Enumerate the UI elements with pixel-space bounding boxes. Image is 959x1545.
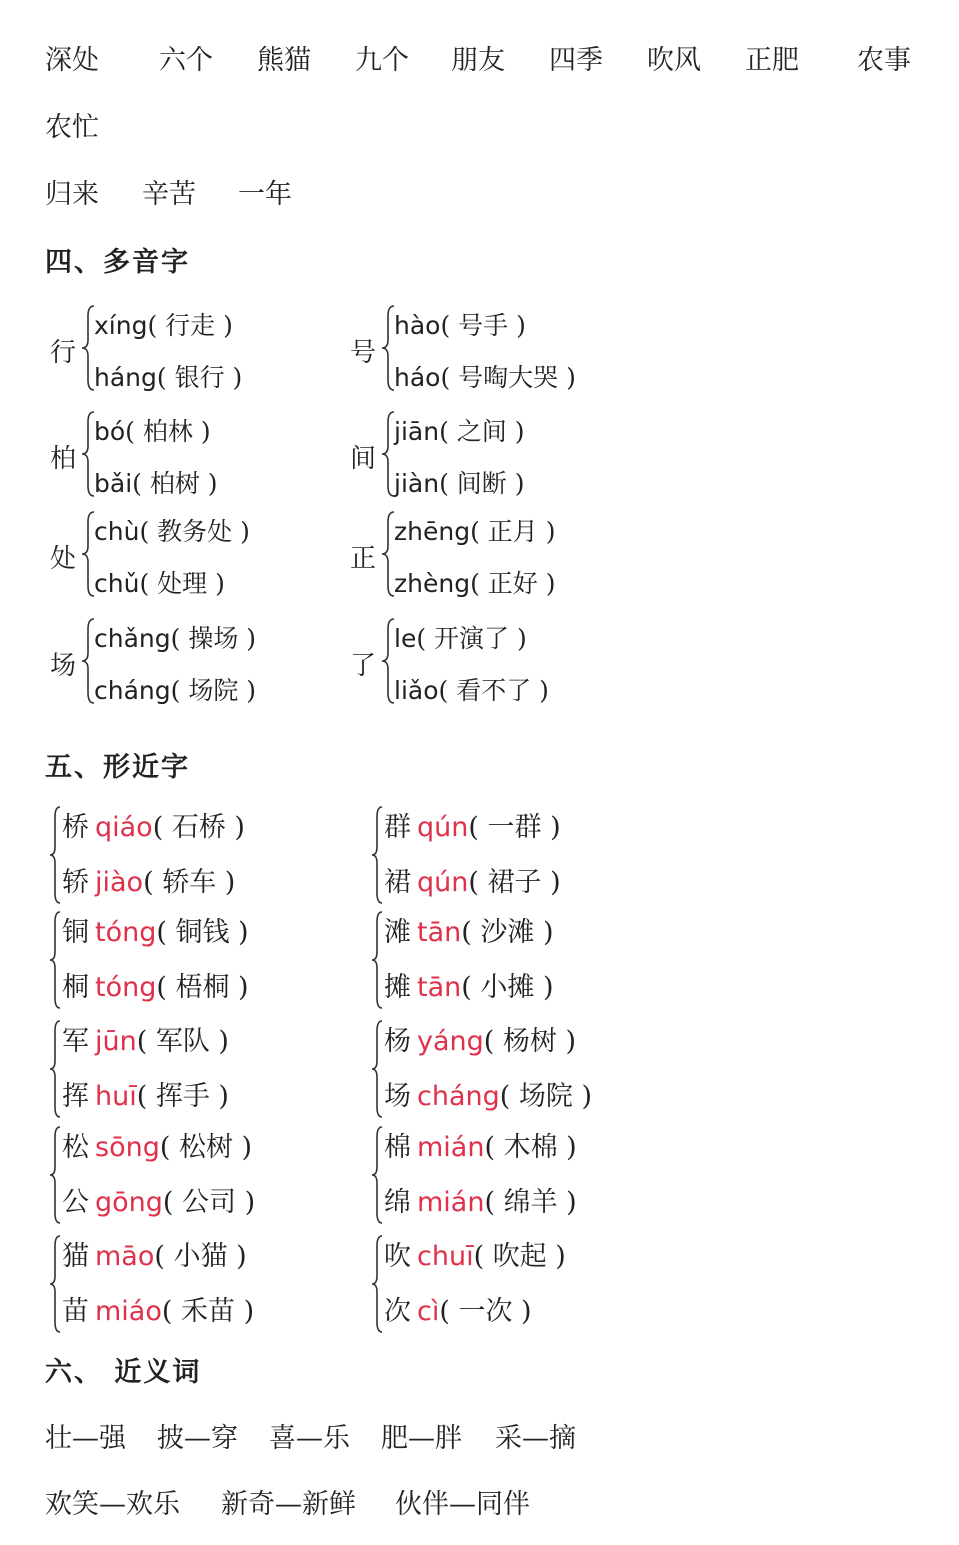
word-item: 吹风 bbox=[647, 45, 701, 76]
word-line-1 bbox=[45, 38, 925, 74]
synonym-pair: 新奇—新鲜 bbox=[221, 1489, 356, 1520]
left-brace-icon bbox=[370, 805, 384, 905]
reading-row bbox=[394, 512, 555, 548]
example-word: ( 间断 ) bbox=[439, 469, 525, 498]
pinyin: gōng bbox=[95, 1187, 163, 1218]
polyphone-char: 处 bbox=[50, 544, 77, 574]
polyphone-char: 柏 bbox=[50, 444, 77, 474]
character: 苗 bbox=[62, 1296, 89, 1327]
character: 摊 bbox=[384, 972, 411, 1003]
word-item: 深处 bbox=[45, 45, 99, 76]
character: 群 bbox=[384, 812, 411, 843]
pinyin: mián bbox=[417, 1132, 485, 1163]
left-brace-icon bbox=[48, 1234, 62, 1334]
pinyin: tóng bbox=[95, 917, 157, 948]
example-word: ( 公司 ) bbox=[162, 1187, 256, 1218]
synonym-pair: 肥—胖 bbox=[381, 1423, 462, 1454]
reading-row bbox=[394, 564, 555, 600]
similar-char-group bbox=[48, 803, 348, 907]
left-brace-icon bbox=[370, 1125, 384, 1225]
word-item: 九个 bbox=[355, 45, 409, 76]
example-word: ( 柏树 ) bbox=[132, 469, 218, 498]
character: 军 bbox=[62, 1026, 89, 1057]
word-item: 朋友 bbox=[451, 45, 505, 76]
reading-row bbox=[394, 619, 527, 655]
example-word: ( 军队 ) bbox=[136, 1026, 229, 1057]
reading-row bbox=[394, 671, 549, 707]
synonym-pair: 采—摘 bbox=[495, 1423, 576, 1454]
section-heading-similar-chars: 五、形近字 bbox=[45, 752, 190, 783]
similar-char-row bbox=[62, 965, 249, 1004]
word-line-2 bbox=[45, 105, 245, 141]
example-word: ( 禾苗 ) bbox=[161, 1296, 255, 1327]
polyphone-group bbox=[350, 508, 640, 604]
similar-char-group bbox=[48, 1123, 348, 1227]
example-word: ( 沙滩 ) bbox=[461, 917, 554, 948]
character: 滩 bbox=[384, 917, 411, 948]
similar-char-group bbox=[370, 1232, 670, 1336]
polyphone-char: 了 bbox=[350, 651, 377, 681]
reading-row bbox=[94, 412, 211, 448]
example-word: ( 正好 ) bbox=[470, 569, 556, 598]
pinyin: bó bbox=[94, 417, 126, 446]
example-word: ( 裙子 ) bbox=[468, 867, 561, 898]
pinyin: tóng bbox=[95, 972, 157, 1003]
character: 绵 bbox=[384, 1187, 411, 1218]
reading-row bbox=[94, 671, 256, 707]
similar-char-group bbox=[370, 803, 670, 907]
similar-char-row bbox=[384, 965, 553, 1004]
similar-char-group bbox=[48, 908, 348, 1012]
synonym-pair: 欢笑—欢乐 bbox=[45, 1489, 180, 1520]
example-word: ( 石桥 ) bbox=[152, 812, 245, 843]
character: 桥 bbox=[62, 812, 89, 843]
similar-char-group bbox=[370, 1017, 670, 1121]
character: 裙 bbox=[384, 867, 411, 898]
reading-row bbox=[94, 619, 256, 655]
pinyin: háng bbox=[94, 363, 157, 392]
similar-char-row bbox=[62, 1019, 229, 1058]
example-word: ( 杨树 ) bbox=[483, 1026, 577, 1057]
polyphone-char: 间 bbox=[350, 444, 377, 474]
example-word: ( 号啕大哭 ) bbox=[440, 363, 576, 392]
similar-char-group bbox=[48, 1232, 348, 1336]
similar-char-row bbox=[384, 1074, 592, 1113]
left-brace-icon bbox=[370, 1234, 384, 1334]
example-word: ( 轿车 ) bbox=[143, 867, 236, 898]
similar-char-row bbox=[62, 1074, 229, 1113]
example-word: ( 小猫 ) bbox=[154, 1241, 247, 1272]
example-word: ( 一次 ) bbox=[439, 1296, 532, 1327]
pinyin: zhēng bbox=[394, 517, 471, 546]
synonym-pair: 伙伴—同伴 bbox=[395, 1489, 530, 1520]
pinyin: qún bbox=[417, 867, 469, 898]
polyphone-group bbox=[50, 508, 340, 604]
word-line-3 bbox=[45, 172, 345, 208]
similar-char-row bbox=[384, 1019, 576, 1058]
left-brace-icon bbox=[370, 1019, 384, 1119]
synonym-line-2 bbox=[45, 1482, 645, 1518]
word-item: 农忙 bbox=[45, 112, 99, 143]
reading-row bbox=[394, 306, 526, 342]
similar-char-row bbox=[62, 910, 249, 949]
pinyin: chuī bbox=[417, 1241, 474, 1272]
polyphone-group bbox=[350, 408, 640, 504]
section-heading-polyphones: 四、多音字 bbox=[45, 247, 190, 278]
pinyin: qún bbox=[417, 812, 469, 843]
similar-char-group bbox=[370, 908, 670, 1012]
example-word: ( 场院 ) bbox=[170, 676, 257, 705]
example-word: ( 行走 ) bbox=[147, 311, 233, 340]
similar-char-row bbox=[384, 1234, 566, 1273]
pinyin: jiàn bbox=[394, 469, 440, 498]
polyphone-group bbox=[350, 302, 640, 398]
pinyin: yáng bbox=[417, 1026, 484, 1057]
synonym-pair: 喜—乐 bbox=[269, 1423, 350, 1454]
left-brace-icon bbox=[48, 910, 62, 1010]
pinyin: chù bbox=[94, 517, 140, 546]
example-word: ( 场院 ) bbox=[499, 1081, 592, 1112]
character: 棉 bbox=[384, 1132, 411, 1163]
synonym-pair: 壮—强 bbox=[45, 1423, 126, 1454]
reading-row bbox=[94, 464, 218, 500]
pinyin: sōng bbox=[95, 1132, 160, 1163]
reading-row bbox=[394, 358, 576, 394]
character: 吹 bbox=[384, 1241, 411, 1272]
reading-row bbox=[394, 464, 524, 500]
polyphone-char: 场 bbox=[50, 651, 77, 681]
pinyin: jūn bbox=[95, 1026, 137, 1057]
character: 松 bbox=[62, 1132, 89, 1163]
pinyin: xíng bbox=[94, 311, 148, 340]
example-word: ( 挥手 ) bbox=[136, 1081, 229, 1112]
pinyin: jiān bbox=[394, 417, 440, 446]
polyphone-group bbox=[350, 615, 640, 711]
word-item: 农事 bbox=[857, 45, 911, 76]
synonym-line-1 bbox=[45, 1416, 645, 1452]
pinyin: tān bbox=[417, 972, 462, 1003]
example-word: ( 绵羊 ) bbox=[484, 1187, 577, 1218]
example-word: ( 小摊 ) bbox=[461, 972, 554, 1003]
example-word: ( 正月 ) bbox=[470, 517, 556, 546]
character: 猫 bbox=[62, 1241, 89, 1272]
similar-char-row bbox=[62, 1234, 247, 1273]
character: 挥 bbox=[62, 1081, 89, 1112]
word-item: 归来 bbox=[45, 179, 99, 210]
pinyin: cháng bbox=[417, 1081, 500, 1112]
pinyin: chǔ bbox=[94, 569, 140, 598]
pinyin: hào bbox=[394, 311, 441, 340]
character: 公 bbox=[62, 1187, 89, 1218]
left-brace-icon bbox=[48, 1125, 62, 1225]
pinyin: chǎng bbox=[94, 624, 171, 653]
example-word: ( 号手 ) bbox=[440, 311, 526, 340]
polyphone-group bbox=[50, 408, 340, 504]
reading-row bbox=[394, 412, 524, 448]
pinyin: háo bbox=[394, 363, 441, 392]
word-item: 一年 bbox=[238, 179, 292, 210]
pinyin: jiào bbox=[95, 867, 144, 898]
section-heading-synonyms: 六、 近义词 bbox=[45, 1357, 202, 1388]
word-item: 四季 bbox=[549, 45, 603, 76]
reading-row bbox=[94, 306, 233, 342]
example-word: ( 银行 ) bbox=[156, 363, 243, 392]
left-brace-icon bbox=[370, 910, 384, 1010]
pinyin: bǎi bbox=[94, 469, 133, 498]
reading-row bbox=[94, 564, 225, 600]
example-word: ( 之间 ) bbox=[439, 417, 525, 446]
character: 杨 bbox=[384, 1026, 411, 1057]
example-word: ( 一群 ) bbox=[468, 812, 561, 843]
pinyin: tān bbox=[417, 917, 462, 948]
example-word: ( 看不了 ) bbox=[438, 676, 549, 705]
pinyin: cì bbox=[417, 1296, 440, 1327]
character: 场 bbox=[384, 1081, 411, 1112]
example-word: ( 操场 ) bbox=[170, 624, 257, 653]
similar-char-row bbox=[62, 1125, 252, 1164]
pinyin: zhèng bbox=[394, 569, 471, 598]
character: 铜 bbox=[62, 917, 89, 948]
polyphone-group bbox=[50, 302, 340, 398]
example-word: ( 木棉 ) bbox=[484, 1132, 577, 1163]
similar-char-group bbox=[48, 1017, 348, 1121]
similar-char-group bbox=[370, 1123, 670, 1227]
polyphone-char: 正 bbox=[350, 544, 377, 574]
pinyin: qiáo bbox=[95, 812, 153, 843]
similar-char-row bbox=[384, 1180, 577, 1219]
pinyin: māo bbox=[95, 1241, 155, 1272]
reading-row bbox=[94, 512, 250, 548]
left-brace-icon bbox=[48, 805, 62, 905]
similar-char-row bbox=[384, 910, 553, 949]
character: 次 bbox=[384, 1296, 411, 1327]
example-word: ( 吹起 ) bbox=[473, 1241, 566, 1272]
pinyin: liǎo bbox=[394, 676, 439, 705]
pinyin: miáo bbox=[95, 1296, 162, 1327]
similar-char-row bbox=[384, 1289, 532, 1328]
pinyin: cháng bbox=[94, 676, 171, 705]
example-word: ( 教务处 ) bbox=[139, 517, 250, 546]
example-word: ( 铜钱 ) bbox=[156, 917, 249, 948]
character: 轿 bbox=[62, 867, 89, 898]
example-word: ( 柏林 ) bbox=[125, 417, 211, 446]
reading-row bbox=[94, 358, 242, 394]
synonym-pair: 披—穿 bbox=[157, 1423, 238, 1454]
polyphone-char: 行 bbox=[50, 338, 77, 368]
example-word: ( 开演了 ) bbox=[416, 624, 527, 653]
similar-char-row bbox=[62, 1289, 254, 1328]
word-item: 六个 bbox=[159, 45, 213, 76]
pinyin: le bbox=[394, 624, 417, 653]
character: 桐 bbox=[62, 972, 89, 1003]
word-item: 熊猫 bbox=[257, 45, 311, 76]
polyphone-char: 号 bbox=[350, 338, 377, 368]
word-item: 正肥 bbox=[745, 45, 799, 76]
pinyin: mián bbox=[417, 1187, 485, 1218]
example-word: ( 处理 ) bbox=[139, 569, 225, 598]
similar-char-row bbox=[384, 860, 561, 899]
similar-char-row bbox=[384, 1125, 577, 1164]
example-word: ( 松树 ) bbox=[159, 1132, 253, 1163]
polyphone-group bbox=[50, 615, 340, 711]
example-word: ( 梧桐 ) bbox=[156, 972, 249, 1003]
word-item: 辛苦 bbox=[142, 179, 196, 210]
left-brace-icon bbox=[48, 1019, 62, 1119]
similar-char-row bbox=[62, 860, 235, 899]
similar-char-row bbox=[62, 805, 245, 844]
similar-char-row bbox=[384, 805, 561, 844]
similar-char-row bbox=[62, 1180, 255, 1219]
pinyin: huī bbox=[95, 1081, 137, 1112]
